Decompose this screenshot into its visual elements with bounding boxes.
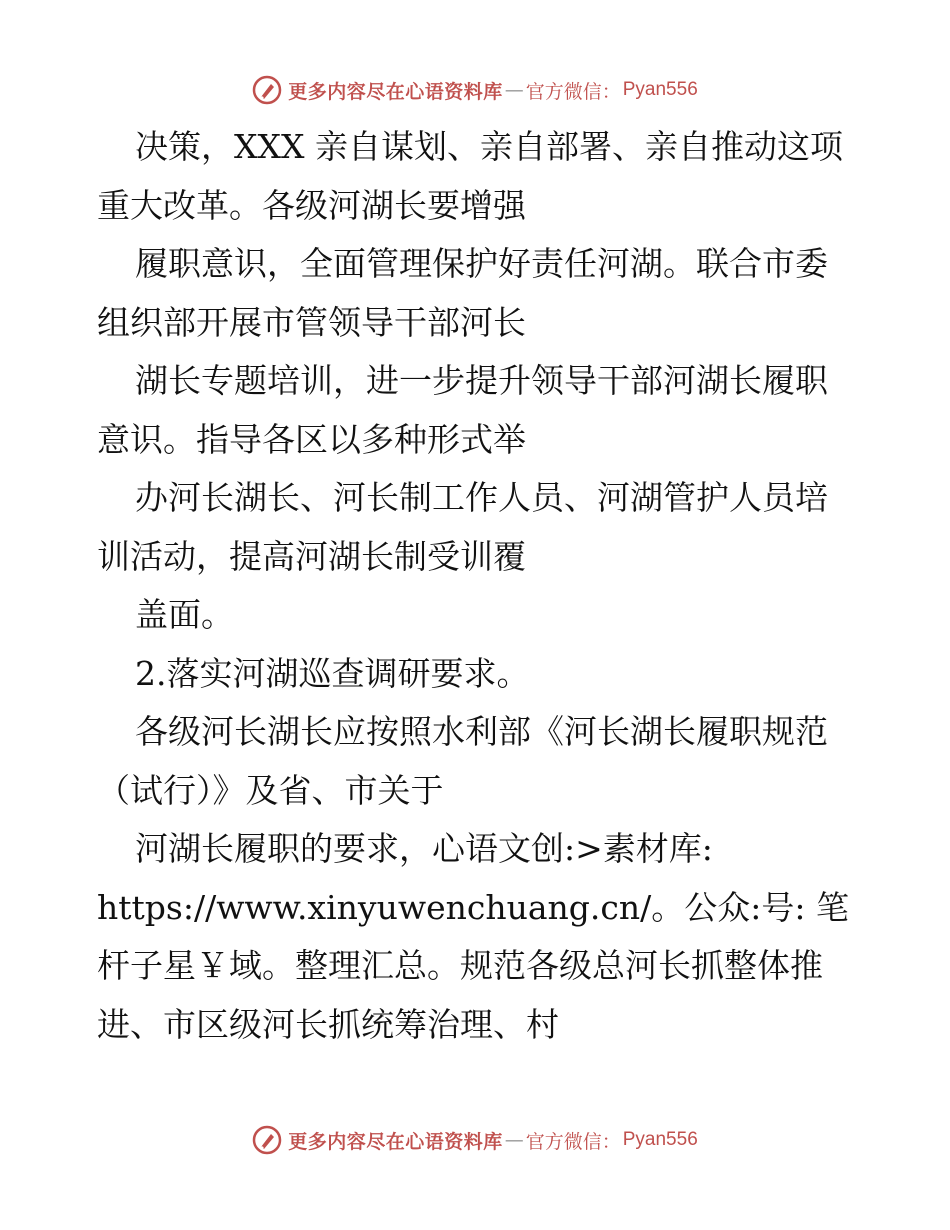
text-line-url: https://www.xinyuwenchuang.cn/。公众:号: 笔	[97, 887, 849, 927]
section-heading: 2.落实河湖巡查调研要求。	[135, 653, 530, 693]
pen-logo-icon	[252, 1125, 282, 1155]
banner-separator: —	[504, 1129, 524, 1151]
text-line: 意识。指导各区以多种形式举	[97, 419, 526, 459]
text-line: 决策，XXX 亲自谋划、亲自部署、亲自推动这项	[135, 127, 843, 166]
banner-wechat-id: Pyan556	[622, 79, 698, 100]
text-line: 进、市区级河长抓统筹治理、村	[97, 1004, 559, 1044]
text-line: 组织部开展市管领导干部河长	[97, 302, 526, 342]
text-line: 重大改革。各级河湖长要增强	[97, 185, 526, 225]
text-line: 训活动，提高河湖长制受训覆	[97, 536, 526, 576]
banner-title: 更多内容尽在心语资料库	[288, 80, 503, 103]
header-banner	[0, 70, 950, 110]
text-line: 履职意识，全面管理保护好责任河湖。联合市委	[135, 244, 828, 283]
banner-separator: —	[504, 79, 524, 101]
text-line: 杆子星￥域。整理汇总。规范各级总河长抓整体推	[97, 946, 823, 985]
banner-title: 更多内容尽在心语资料库	[288, 1130, 503, 1153]
text-line: 盖面。	[135, 595, 234, 634]
text-line: 各级河长湖长应按照水利部《河长湖长履职规范	[135, 712, 828, 751]
pen-logo-icon	[252, 75, 282, 105]
text-line: 办河长湖长、河长制工作人员、河湖管护人员培	[135, 478, 828, 517]
text-line: （试行）》及省、市关于	[97, 770, 444, 810]
text-line: 河湖长履职的要求，心语文创:>素材库:	[135, 829, 713, 868]
footer-banner	[0, 1120, 950, 1160]
banner-wechat-label: 官方微信：	[525, 80, 621, 103]
banner-wechat-label: 官方微信：	[525, 1130, 621, 1153]
document-body	[97, 118, 857, 1054]
text-line: 湖长专题培训，进一步提升领导干部河湖长履职	[135, 361, 828, 400]
banner-wechat-id: Pyan556	[622, 1129, 698, 1150]
